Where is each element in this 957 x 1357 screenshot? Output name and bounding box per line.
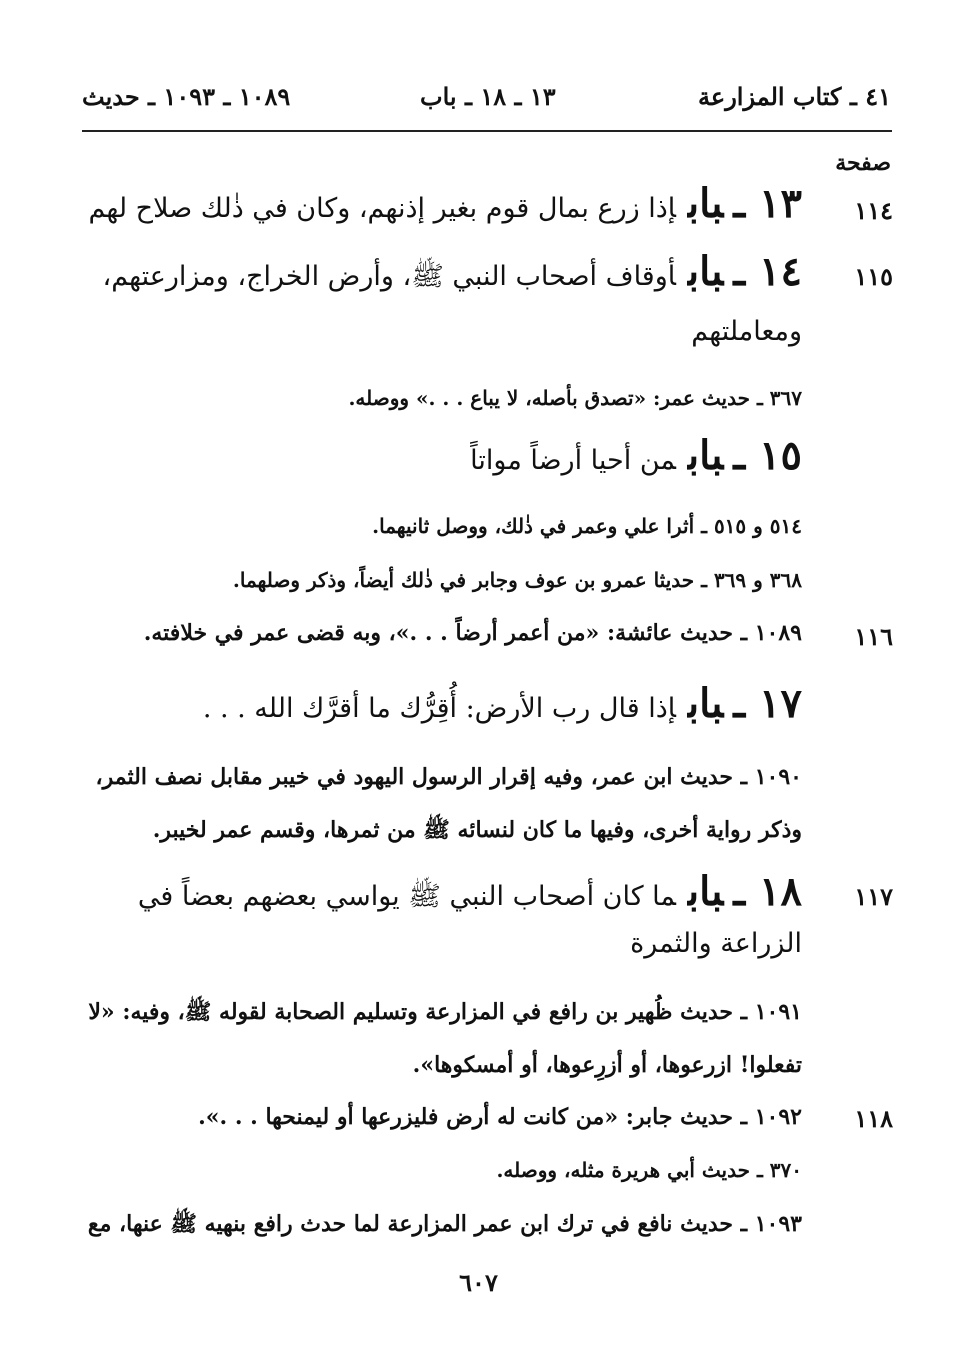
hadith-1092: ١٠٩٢ ـ حديث جابر: «من كانت له أرض فليزرعها أو ليمنحها . . .».	[198, 1104, 802, 1130]
header-rule	[82, 130, 892, 132]
bab-label: باب	[687, 868, 724, 915]
hadith-1090-line2: وذكر رواية أخرى، وفيها ما كان لنسائه ﷺ من ثمرها، وقسم عمر لخيبر.	[152, 817, 802, 843]
bab-label: باب	[687, 680, 724, 727]
chapter-number: ١٨ ـ	[733, 868, 802, 915]
bab-label: باب	[687, 180, 724, 227]
hadith-1089: ١٠٨٩ ـ حديث عائشة: «من أعمر أرضاً . . .»، وبه قضى عمر في خلافته.	[143, 620, 802, 646]
page-column-label: صفحة	[835, 150, 891, 176]
chapter-13-heading	[88, 180, 802, 227]
chapter-number: ١٤ ـ	[733, 248, 802, 295]
chapter-number: ١٧ ـ	[733, 680, 802, 727]
bab-label: باب	[687, 432, 724, 479]
chapter-number: ١٣ ـ	[733, 180, 802, 227]
chapter-18-heading	[138, 868, 802, 919]
header-book-title: ٤١ ـ كتاب المزارعة	[698, 82, 891, 111]
header-chapter-range: ١٣ ـ ١٨ ـ باب	[420, 82, 556, 111]
chapter-18-title-continued: الزراعة والثمرة	[630, 928, 802, 959]
chapter-number: ١٥ ـ	[733, 432, 802, 479]
hadith-1090-line1: ١٠٩٠ ـ حديث ابن عمر، وفيه إقرار الرسول اليهود في خيبر مقابل نصف الثمر،	[95, 764, 802, 790]
hadith-1091-line2: تفعلوا! ازرعوها، أو أزرِعوها، أو أمسكوها».	[412, 1052, 802, 1078]
hadith-367: ٣٦٧ ـ حديث عمر: «تصدق بأصله، لا يباع . . .» ووصله.	[348, 386, 802, 410]
chapter-title: إذا زرع بمال قوم بغير إذنهم، وكان في ذٰلك صلاح لهم	[88, 193, 676, 224]
page-ref-117: ١١٧	[854, 882, 893, 911]
chapter-title: ما كان أصحاب النبي ﷺ يواسي بعضهم بعضاً في	[137, 881, 676, 912]
page-ref-116: ١١٦	[854, 622, 893, 651]
page-ref-118: ١١٨	[854, 1104, 893, 1133]
hadith-368-369: ٣٦٨ و ٣٦٩ ـ حديثا عمرو بن عوف وجابر في ذٰلك أيضاً، وذكر وصلهما.	[232, 568, 802, 592]
chapter-title: إذا قال رب الأرض: أُقِرُّك ما أقرَّك الله . . .	[202, 693, 676, 724]
hadith-1091-line1: ١٠٩١ ـ حديث ظُهير بن رافع في المزارعة وتسليم الصحابة لقوله ﷺ، وفيه: «لا	[88, 999, 802, 1025]
bab-label: باب	[687, 248, 724, 295]
page-ref-114: ١١٤	[854, 196, 893, 225]
page-ref-115: ١١٥	[854, 262, 893, 291]
chapter-title: من أحيا أرضاً مواتاً	[470, 445, 676, 476]
header-hadith-range: ١٠٨٩ ـ ١٠٩٣ ـ حديث	[82, 82, 291, 111]
page-number: ٦٠٧	[459, 1268, 498, 1297]
chapter-14-title-continued: ومعاملتهم	[691, 316, 802, 347]
hadith-1093: ١٠٩٣ ـ حديث نافع في ترك ابن عمر المزارعة لما حدث رافع بنهيه ﷺ عنها، مع	[87, 1211, 802, 1237]
chapter-15-heading	[470, 432, 802, 479]
chapter-17-heading	[203, 680, 802, 727]
hadith-370: ٣٧٠ ـ حديث أبي هريرة مثله، ووصله.	[496, 1158, 802, 1182]
chapter-14-heading	[102, 248, 802, 299]
chapter-title: أوقاف أصحاب النبي ﷺ، وأرض الخراج، ومزارعتهم،	[102, 261, 676, 292]
athar-514-515: ٥١٤ و ٥١٥ ـ أثرا علي وعمر في ذٰلك، ووصل ثانيهما.	[372, 514, 802, 538]
